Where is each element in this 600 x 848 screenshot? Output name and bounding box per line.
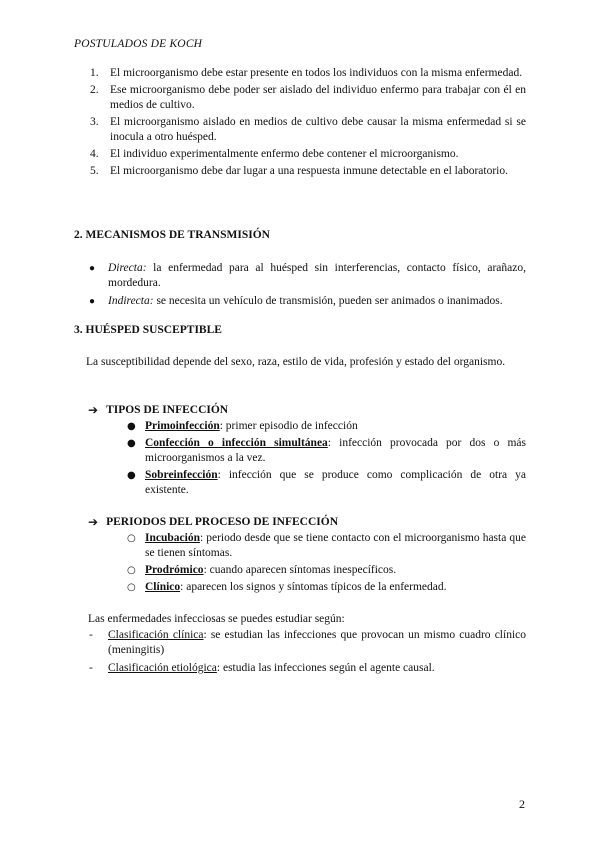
circle-bullet-icon: ○ [127, 582, 136, 593]
list-item: ● Primoinfección: primer episodio de infección [127, 420, 358, 432]
list-item: - Clasificación etiológica: estudia las infecciones según el agente causal. [89, 662, 435, 674]
study-intro: Las enfermedades infecciosas se puedes estudiar según: [88, 613, 345, 625]
list-item: - Clasificación clínica: se estudian las infecciones que provocan un mismo cuadro clínico (meningitis) [89, 629, 526, 656]
infection-periods-list [127, 531, 526, 597]
transmission-list [89, 261, 526, 312]
list-item: ○ Incubación: periodo desde que se tiene contacto con el microorganismo hasta que se tienen síntomas. [127, 532, 526, 559]
arrow-right-icon: ➔ [88, 515, 99, 529]
arrow-right-icon: ➔ [88, 403, 99, 417]
page-header-title: POSTULADOS DE KOCH [74, 38, 203, 50]
section-heading-transmission: 2. MECANISMOS DE TRANSMISIÓN [74, 229, 270, 241]
circle-bullet-icon: ○ [127, 533, 136, 544]
list-item: 5. El microorganismo debe dar lugar a una respuesta inmune detectable en el laboratorio. [90, 165, 508, 177]
bullet-icon: ● [127, 470, 136, 481]
list-item: ● Confección o infección simultánea: infección provocada por dos o más microorganismos a la vez. [127, 437, 527, 464]
list-item: ○ Prodrómico: cuando aparecen síntomas inespecíficos. [127, 564, 397, 576]
bullet-icon: ● [127, 421, 136, 432]
subheading-infection-periods: ➔ PERIODOS DEL PROCESO DE INFECCIÓN [88, 515, 339, 529]
infection-types-list [127, 419, 527, 500]
list-item: ● Indirecta: se necesita un vehículo de transmisión, pueden ser animados o inanimados. [89, 295, 503, 307]
section-heading-host: 3. HUÉSPED SUSCEPTIBLE [74, 324, 222, 336]
bullet-icon: ● [127, 438, 136, 449]
list-item: ● Directa: la enfermedad para al huésped sin interferencias, contacto físico, arañazo, mordedura. [89, 262, 526, 289]
bullet-icon: ● [89, 296, 96, 307]
list-item: 2. Ese microorganismo debe poder ser aislado del individuo enfermo para trabajar con él en medios de cultivo. [90, 84, 526, 111]
list-item: ● Sobreinfección: infección que se produce como complicación de otra ya existente. [127, 469, 526, 496]
circle-bullet-icon: ○ [127, 565, 136, 576]
list-item: 3. El microorganismo aislado en medios de cultivo debe causar la misma enfermedad si se inocula a otro huésped. [90, 116, 526, 143]
list-item: ○ Clínico: aparecen los signos y síntomas típicos de la enfermedad. [127, 581, 447, 593]
page-number: 2 [519, 797, 525, 811]
study-classification-list [89, 628, 526, 679]
susceptibility-paragraph: La susceptibilidad depende del sexo, raza, estilo de vida, profesión y estado del organismo. [86, 356, 506, 368]
list-item: 4. El individuo experimentalmente enfermo debe contener el microorganismo. [90, 148, 459, 160]
koch-postulates-list [90, 66, 526, 181]
bullet-icon: ● [89, 263, 96, 274]
subheading-infection-types: ➔ TIPOS DE INFECCIÓN [88, 403, 229, 417]
list-item: 1. El microorganismo debe estar presente en todos los individuos con la misma enfermedad. [90, 67, 523, 79]
